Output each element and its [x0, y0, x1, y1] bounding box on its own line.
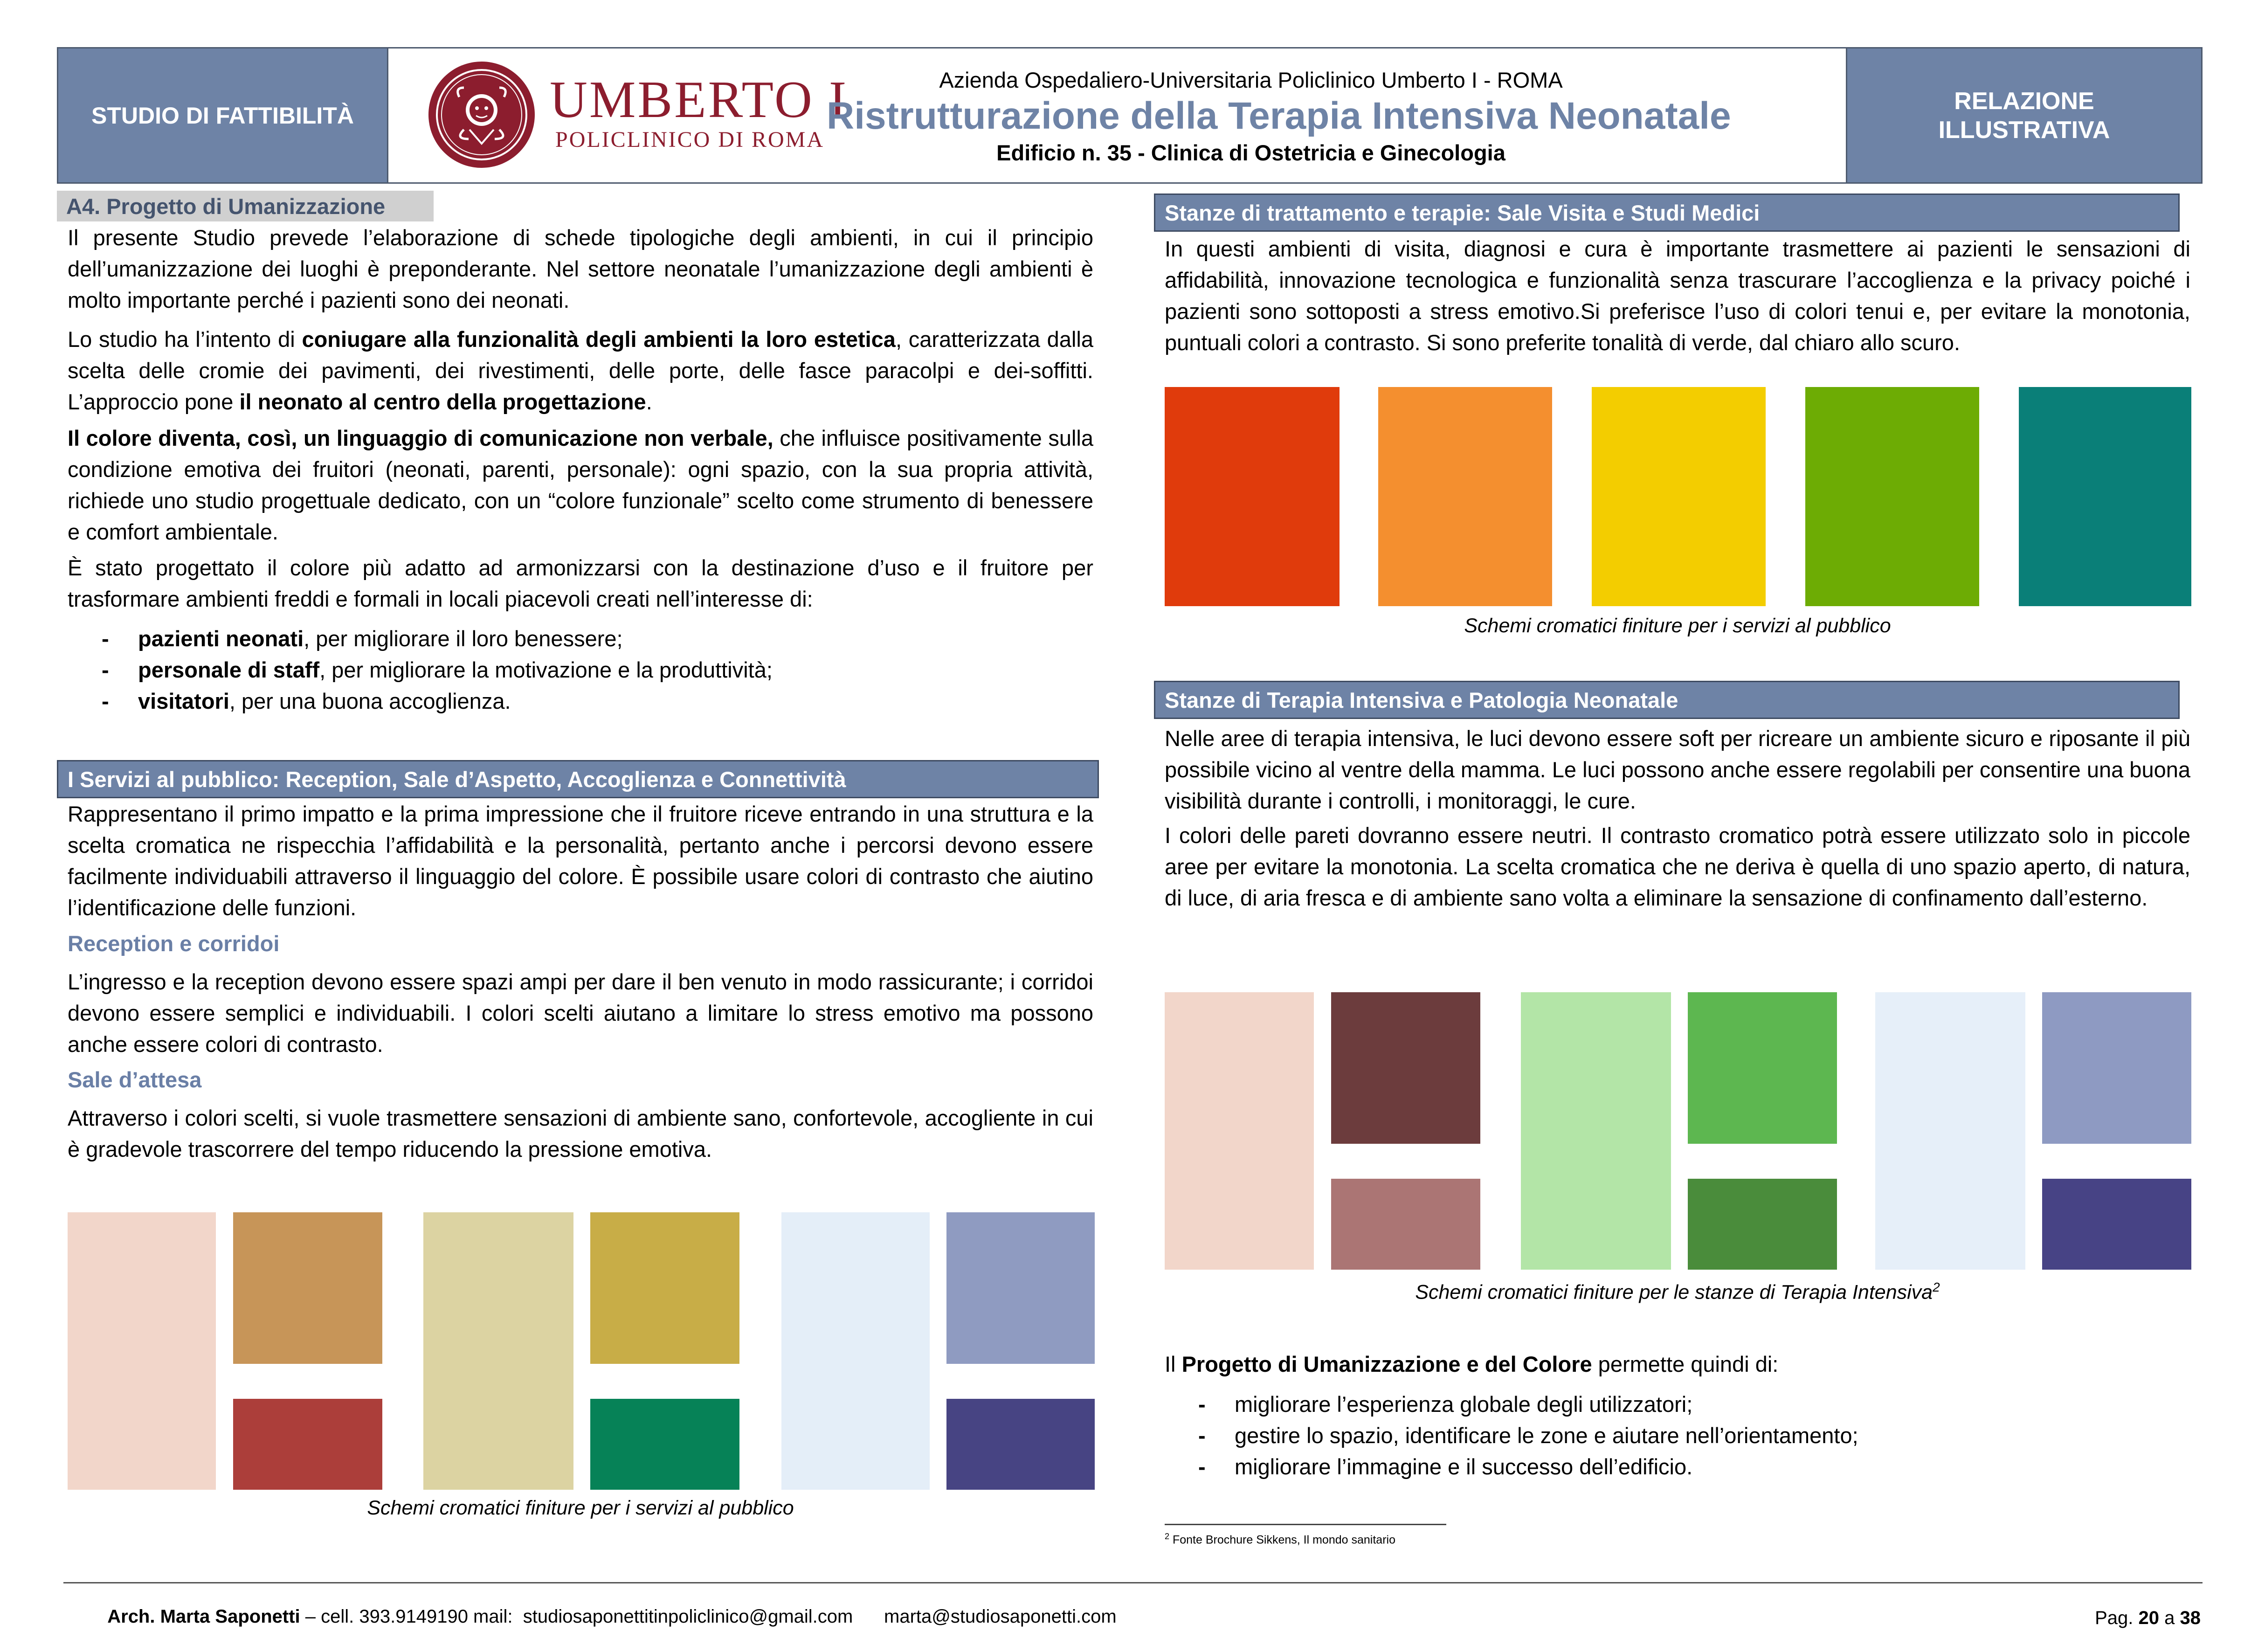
- caption-servizi-right: Schemi cromatici finiture per i servizi al pubblico: [1464, 615, 1891, 637]
- color-swatch: [2042, 992, 2191, 1144]
- paragraph-progettato: È stato progettato il colore più adatto ad armonizzarsi con la destinazione d’uso e il fruitore per trasformare ambienti freddi e formali in locali piacevoli creati nell’interesse di:: [68, 555, 1093, 611]
- color-swatch: [781, 1212, 930, 1490]
- page-number: Pag. 20 a 38: [2095, 1608, 2201, 1628]
- header-subtitle: Edificio n. 35 - Clinica di Ostetricia e Ginecologia: [996, 140, 1505, 165]
- header-right-label: RELAZIONE ILLUSTRATIVA: [1846, 47, 2203, 184]
- section-a4-title: A4. Progetto di Umanizzazione: [57, 191, 434, 221]
- section-terapia-intensiva-title: Stanze di Terapia Intensiva e Patologia Neonatale: [1154, 681, 2180, 719]
- header-center: [387, 47, 1847, 184]
- list-item: - pazienti neonati, per migliorare il loro benessere;: [102, 626, 623, 651]
- section-visita-title: Stanze di trattamento e terapie: Sale Visita e Studi Medici: [1154, 194, 2180, 232]
- color-swatch: [1805, 387, 1979, 606]
- color-swatch: [1688, 1179, 1837, 1270]
- subheading-reception: Reception e corridoi: [68, 931, 280, 956]
- paragraph-visita: In questi ambienti di visita, diagnosi e cura è importante trasmettere ai pazienti le sensazioni di affidabilità, innovazione tecnologica e funzionalità senza trascurare l’accoglienza e la privacy poiché i pazienti sono sottoposti a stress emotivo.Si preferisce l’uso di colori tenui e, per evitare la monotonia, puntuali colori a contrasto. Si sono preferite tonalità di verde, dal chiaro allo scuro.: [1165, 236, 2190, 355]
- color-swatch: [2042, 1179, 2191, 1270]
- subheading-sale-attesa: Sale d’attesa: [68, 1067, 202, 1092]
- paragraph-servizi: Rappresentano il primo impatto e la prima impressione che il fruitore riceve entrando in una struttura e la scelta cromatica ne rispecchia l’affidabilità e la personalità, pertanto anche i percorsi devono essere facilmente individuabili attraverso il linguaggio del colore. È possibile usare colori di contrasto che aiutino l’identificazione delle funzioni.: [68, 802, 1093, 920]
- paragraph-terapia-colori: I colori delle pareti dovranno essere neutri. Il contrasto cromatico potrà essere utilizzato solo in piccole aree per evitare la monotonia. La scelta cromatica che ne deriva è quella di uno spazio aperto, di natura, di luce, di aria fresca e di ambiente sano volta a eliminare la sensazione di confinamento dall’esterno.: [1165, 823, 2190, 910]
- color-swatch: [590, 1399, 739, 1490]
- color-swatch: [233, 1212, 382, 1364]
- footer-divider: [63, 1582, 2203, 1583]
- color-swatch: [1331, 992, 1480, 1144]
- page-title: Ristrutturazione della Terapia Intensiva Neonatale: [827, 95, 1731, 137]
- color-swatch: [1688, 992, 1837, 1144]
- list-item: - visitatori, per una buona accoglienza.: [102, 689, 511, 713]
- color-swatch: [1331, 1179, 1480, 1270]
- color-swatch: [946, 1399, 1095, 1490]
- paragraph-terapia-luci: Nelle aree di terapia intensiva, le luci devono essere soft per ricreare un ambiente sicuro e riposante il più possibile vicino al ventre della mamma. Le luci possono anche essere regolabili per consentire una buona visibilità durante i controlli, i monitoraggi, le cure.: [1165, 726, 2190, 813]
- list-item: - migliorare l’immagine e il successo dell’edificio.: [1198, 1454, 1693, 1479]
- paragraph-sale-attesa: Attraverso i colori scelti, si vuole trasmettere sensazioni di ambiente sano, confortevole, accogliente in cui è gradevole trascorrere del tempo riducendo la pressione emotiva.: [68, 1106, 1093, 1161]
- color-swatch: [1378, 387, 1552, 606]
- logo-subtitle: POLICLINICO DI ROMA: [555, 127, 824, 152]
- footnote-divider: [1165, 1524, 1446, 1525]
- color-swatch: [1521, 992, 1671, 1270]
- color-swatch: [233, 1399, 382, 1490]
- paragraph-progetto-colore: Il Progetto di Umanizzazione e del Colore permette quindi di:: [1165, 1352, 1779, 1376]
- list-item: - gestire lo spazio, identificare le zone e aiutare nell’orientamento;: [1198, 1423, 1858, 1448]
- color-swatch: [2019, 387, 2191, 606]
- header-org: Azienda Ospedaliero-Universitaria Policlinico Umberto I - ROMA: [939, 68, 1563, 92]
- color-swatch: [423, 1212, 573, 1490]
- color-swatch: [1875, 992, 2025, 1270]
- color-swatch: [1165, 387, 1340, 606]
- caption-terapia-intensiva: Schemi cromatici finiture per le stanze di Terapia Intensiva$^2$: [1415, 1280, 1940, 1304]
- caption-servizi-left: Schemi cromatici finiture per i servizi al pubblico: [367, 1497, 794, 1519]
- color-swatch: [1165, 992, 1314, 1270]
- paragraph-reception: L’ingresso e la reception devono essere spazi ampi per dare il ben venuto in modo rassicurante; i corridoi devono essere semplici e individuabili. I colori scelti aiutano a limitare lo stress emotivo ma possono anche essere colori di contrasto.: [68, 969, 1093, 1057]
- color-swatch: [946, 1212, 1095, 1364]
- footer-contacts: Arch. Marta Saponetti – cell. 393.9149190 mail: studiosaponettitinpoliclinico@gmail.com marta@studiosaponetti.com: [107, 1606, 1117, 1627]
- paragraph-studio: Lo studio ha l’intento di coniugare alla funzionalità degli ambienti la loro estetica, caratterizzata dalla scelta delle cromie dei pavimenti, dei rivestimenti, delle porte, delle fasce paracolpi e dei-soffitti. L’approccio pone il neonato al centro della progettazione.: [68, 327, 1093, 414]
- logo-seal-icon: [427, 60, 537, 170]
- footnote: $^2$ Fonte Brochure Sikkens, Il mondo sanitario: [1165, 1532, 1395, 1547]
- header-left-label: STUDIO DI FATTIBILITÀ: [57, 47, 388, 184]
- list-item: - personale di staff, per migliorare la motivazione e la produttività;: [102, 657, 773, 682]
- color-swatch: [68, 1212, 216, 1490]
- list-item: - migliorare l’esperienza globale degli utilizzatori;: [1198, 1392, 1693, 1417]
- color-swatch: [1592, 387, 1766, 606]
- color-swatch: [590, 1212, 739, 1364]
- section-servizi-title: I Servizi al pubblico: Reception, Sale d’Aspetto, Accoglienza e Connettività: [57, 760, 1099, 798]
- paragraph-colore: Il colore diventa, così, un linguaggio di comunicazione non verbale, che influisce positivamente sulla condizione emotiva dei fruitori (neonati, parenti, personale): ogni spazio, con la sua propria attività, richiede uno studio progettuale dedicato, con un “colore funzionale” scelto come strumento di benessere e comfort ambientale.: [68, 426, 1093, 544]
- logo-name: UMBERTO I: [550, 71, 849, 129]
- paragraph-intro: Il presente Studio prevede l’elaborazione di schede tipologiche degli ambienti, in cui il principio dell’umanizzazione dei luoghi è preponderante. Nel settore neonatale l’umanizzazione degli ambienti è molto importante perché i pazienti sono dei neonati.: [68, 225, 1093, 312]
